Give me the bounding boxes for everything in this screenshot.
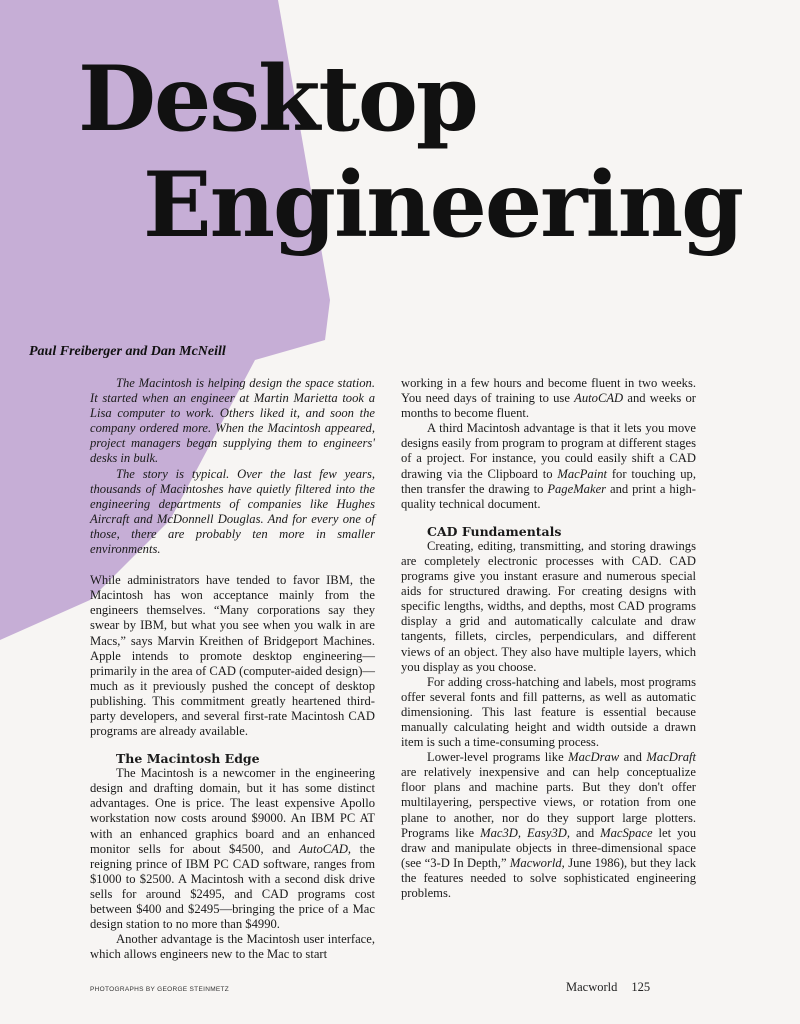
- intro-deck: [90, 376, 375, 557]
- headline-line-2: Engineering: [143, 152, 743, 258]
- magazine-name: Macworld: [566, 980, 618, 994]
- publication-name: Macworld,: [509, 855, 565, 870]
- author-byline: Paul Freiberger and Dan McNeill: [29, 344, 226, 359]
- headline-line-1: Desktop: [78, 46, 477, 152]
- intro-paragraph: The Macintosh is helping design the space station. It started when an engineer at Martin Marietta took a Lisa computer to work. Others liked it, and soon the company ordered more. When the Macintosh appeared, project managers began supplying them to engineers' desks in bulk.: [90, 376, 375, 466]
- body-paragraph: For adding cross-hatching and labels, most programs offer several fonts and fill patterns, as well as automatic dimensioning. This last feature is essential because manually calculating height and width outside a drawn item is such a time-consuming process.: [401, 674, 696, 750]
- article-column-right: [401, 376, 696, 901]
- product-name: MacDraw: [568, 750, 620, 765]
- body-paragraph: A third Macintosh advantage is that it lets you move designs easily from program to program at different stages of a project. For instance, you could easily shift a CAD drawing via the Clipboard to MacPaint for touching up, then transfer the drawing to PageMaker and print a high-quality technical document.: [401, 421, 696, 511]
- photo-credit: PHOTOGRAPHS BY GEORGE STEINMETZ: [90, 986, 230, 993]
- section-heading-macintosh-edge: The Macintosh Edge: [116, 751, 260, 767]
- section-heading-cad-fundamentals: CAD Fundamentals: [427, 523, 562, 539]
- body-paragraph: Creating, editing, transmitting, and storing drawings are completely electronic processes with CAD. CAD programs give you instant erasure and numerous special aids for structured drawing. For creating designs with specific lengths, widths, and depths, most CAD programs display a grid and automatically calculate and draw tangents, fillets, circles, perpendiculars, and different views of an object. They also have multiple layers, which you display as you choose.: [401, 538, 696, 674]
- product-name: Mac3D, Easy3D,: [480, 825, 570, 840]
- body-paragraph: While administrators have tended to favor IBM, the Macintosh has won acceptance mainly from the engineers themselves. “Many corporations say they swear by IBM, but what you see when you walk in are Macs,” says Marvin Kreithen of Bridgeport Machines. Apple intends to promote desktop engineering—primarily in the area of CAD (computer-aided design)—much as it previously pushed the concept of desktop publishing. This commitment greatly heartened third-party developers, and several first-rate Macintosh CAD programs are already available.: [90, 573, 375, 739]
- product-name: MacPaint: [557, 466, 608, 481]
- page-number: 125: [631, 980, 651, 994]
- product-name: MacDraft: [646, 750, 697, 765]
- body-paragraph: The Macintosh is a newcomer in the engineering design and drafting domain, but it has some distinct advantages. One is price. The least expensive Apollo workstation now costs around $9000. An IBM PC AT with an enhanced graphics board and an enhanced monitor sells for about $4500, and AutoCAD, the reigning prince of IBM PC CAD software, ranges from $1000 to $2500. A Macintosh with a second disk drive sells for around $2495, and CAD programs cost between $400 and $2495—bringing the price of a Mac design station to no more than $4990.: [90, 766, 375, 932]
- body-paragraph: working in a few hours and become fluent in two weeks. You need days of training to use AutoCAD and weeks or months to become fluent.: [401, 376, 697, 421]
- page-footer: [566, 980, 650, 995]
- article-column-left: [90, 376, 375, 962]
- product-name: AutoCAD: [574, 391, 624, 406]
- product-name: AutoCAD,: [298, 841, 352, 856]
- product-name: PageMaker: [547, 481, 607, 496]
- body-paragraph: Lower-level programs like MacDraw and MacDraft are relatively inexpensive and can help conceptualize floor plans and machine parts. But they don't offer multilayering, perspective views, or rotation from one plane to another, nor do they support large plotters. Programs like Mac3D, Easy3D, and MacSpace let you draw and manipulate objects in three-dimensional space (see “3-D In Depth,” Macworld, June 1986), but they lack the features needed to solve sophisticated engineering problems.: [401, 750, 697, 900]
- body-paragraph: Another advantage is the Macintosh user interface, which allows engineers new to the Mac to start: [90, 932, 375, 962]
- intro-paragraph: The story is typical. Over the last few years, thousands of Macintoshes have quietly filtered into the engineering departments of companies like Hughes Aircraft and McDonnell Douglas. And for every one of those, there are probably ten more in smaller environments.: [90, 466, 375, 557]
- product-name: MacSpace: [600, 825, 653, 840]
